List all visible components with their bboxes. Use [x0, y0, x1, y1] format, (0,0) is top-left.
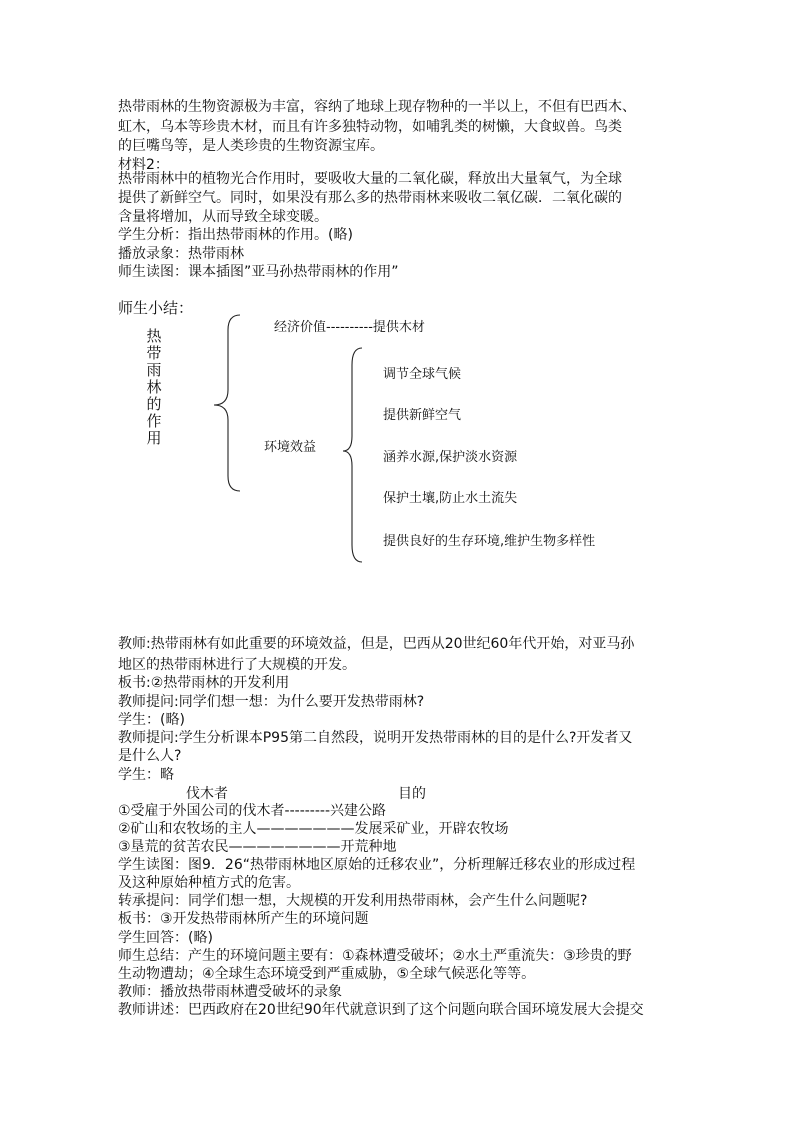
text-line: 板书：③开发热带雨林所产生的环境问题 — [118, 911, 369, 927]
text-line: 教师:热带雨林有如此重要的环境效益，但是，巴西从20世纪60年代开始，对亚马孙 — [118, 636, 635, 652]
text-line: 学生读图：图9．26“热带雨林地区原始的迁移农业”，分析理解迁移农业的形成过程 — [118, 857, 636, 873]
environment-benefit: 环境效益 — [264, 440, 317, 455]
text-line: 学生：略 — [118, 767, 174, 783]
root-char: 用 — [146, 429, 162, 447]
text-line: 含量将增加，从而导致全球变暖。 — [118, 209, 328, 225]
text-line: 是什么人? — [118, 748, 182, 764]
text-line: 学生回答：(略) — [118, 930, 213, 946]
diagram-title: 师生小结： — [118, 299, 194, 317]
inner-brace — [343, 348, 362, 562]
text-line: 虹木，乌本等珍贵木材，而且有许多独特动物，如哺乳类的树懒，大食蚁兽。鸟类 — [118, 119, 622, 135]
text-line: 学生：(略) — [118, 712, 185, 728]
text-line: 教师讲述：巴西政府在20世纪90年代就意识到了这个问题向联合国环境发展大会提交 — [118, 1002, 644, 1018]
benefit-item: 保护土壤,防止水土流失 — [383, 491, 518, 506]
benefit-item: 提供新鲜空气 — [383, 408, 462, 423]
text-line: ②矿山和农牧场的主人———————发展采矿业，开辟农牧场 — [118, 821, 509, 837]
text-line: 提供了新鲜空气。同时，如果没有那么多的热带雨林来吸收二氧亿碳．二氧化碳的 — [118, 190, 622, 206]
text-line: 播放录象：热带雨林 — [118, 246, 244, 262]
table-header-right: 目的 — [398, 786, 426, 802]
root-char: 的 — [146, 395, 162, 413]
text-line: ③垦荒的贫苦农民————————开荒种地 — [118, 839, 397, 855]
root-char: 林 — [146, 378, 162, 396]
text-line: 热带雨林的生物资源极为丰富，容纳了地球上现存物种的一半以上，不但有巴西木、 — [118, 99, 636, 115]
benefit-item: 涵养水源,保护淡水资源 — [383, 450, 518, 465]
root-char: 带 — [146, 344, 162, 362]
text-line: 生动物遭劫；④全球生态环境受到严重威胁，⑤全球气候恶化等等。 — [118, 966, 536, 982]
root-char: 雨 — [146, 361, 162, 379]
text-line: 的巨嘴鸟等，是人类珍贵的生物资源宝库。 — [118, 138, 384, 154]
text-line: 转承提问：同学们想一想，大规模的开发利用热带雨林，会产生什么问题呢? — [118, 893, 588, 909]
root-char: 作 — [146, 412, 162, 430]
text-line: ①受雇于外国公司的伐木者---------兴建公路 — [118, 803, 387, 819]
text-line: 及这种原始种植方式的危害。 — [118, 875, 300, 891]
benefit-item: 提供良好的生存环境,维护生物多样性 — [383, 534, 596, 549]
text-line: 地区的热带雨林进行了大规模的开发。 — [118, 657, 356, 673]
text-line: 热带雨林中的植物光合作用时，要吸收大量的二氧化碳，释放出大量氧气，为全球 — [118, 171, 622, 187]
outer-brace — [214, 315, 240, 491]
text-line: 学生分析：指出热带雨林的作用。(略) — [118, 227, 353, 243]
text-line: 教师：播放热带雨林遭受破坏的录象 — [118, 984, 342, 1000]
text-line: 教师提问:学生分析课本P95第二自然段，说明开发热带雨林的目的是什么?开发者又 — [118, 730, 633, 746]
economic-value: 经济价值----------提供木材 — [274, 320, 425, 335]
table-header-left: 伐木者 — [186, 786, 228, 802]
text-line: 教师提问:同学们想一想：为什么要开发热带雨林? — [118, 694, 425, 710]
benefit-item: 调节全球气候 — [383, 367, 462, 382]
root-char: 热 — [146, 327, 162, 345]
text-line: 师生总结：产生的环境问题主要有：①森林遭受破坏；②水土严重流失：③珍贵的野 — [118, 948, 632, 964]
text-line: 师生读图：课本插图”亚马孙热带雨林的作用” — [118, 264, 399, 280]
text-line: 板书:②热带雨林的开发利用 — [118, 675, 290, 691]
text-line: 材料2： — [118, 157, 169, 173]
